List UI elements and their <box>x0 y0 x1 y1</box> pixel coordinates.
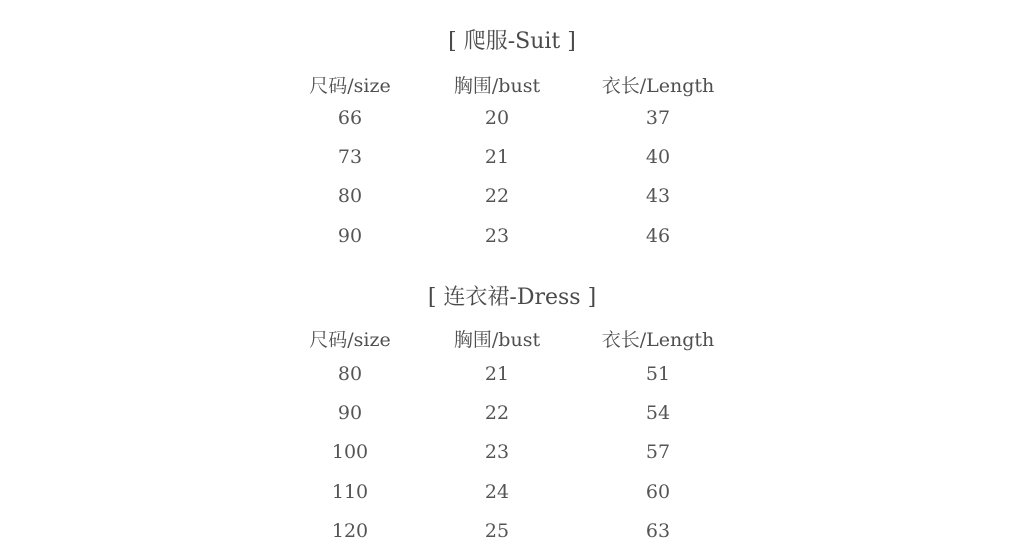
length-cell: 54 <box>645 402 671 424</box>
suit-table-title: [ 爬服-Suit ] <box>448 29 576 54</box>
bust-cell: 23 <box>484 225 510 247</box>
length-cell: 37 <box>645 107 671 129</box>
size-cell: 90 <box>337 402 363 424</box>
length-cell: 60 <box>645 481 671 503</box>
suit-header-row <box>0 71 1024 101</box>
bust-cell: 22 <box>484 185 510 207</box>
bust-cell: 24 <box>484 481 510 503</box>
header-length: 衣长/Length <box>601 75 715 97</box>
size-cell: 80 <box>337 185 363 207</box>
size-cell: 100 <box>331 441 369 463</box>
table-row <box>0 359 1024 389</box>
length-cell: 46 <box>645 225 671 247</box>
table-row <box>0 181 1024 211</box>
dress-header-row <box>0 325 1024 355</box>
header-size: 尺码/size <box>309 75 391 97</box>
dress-table-title: [ 连衣裙-Dress ] <box>427 285 597 310</box>
bust-cell: 20 <box>484 107 510 129</box>
bust-cell: 21 <box>484 363 510 385</box>
length-cell: 40 <box>645 146 671 168</box>
length-cell: 43 <box>645 185 671 207</box>
length-cell: 51 <box>645 363 671 385</box>
bust-cell: 21 <box>484 146 510 168</box>
table-row <box>0 221 1024 251</box>
table-row <box>0 437 1024 467</box>
size-cell: 73 <box>337 146 363 168</box>
header-bust: 胸围/bust <box>453 329 541 351</box>
table-row <box>0 142 1024 172</box>
header-bust: 胸围/bust <box>453 75 541 97</box>
table-row <box>0 398 1024 428</box>
size-cell: 120 <box>331 520 369 542</box>
size-cell: 80 <box>337 363 363 385</box>
header-size: 尺码/size <box>309 329 391 351</box>
bust-cell: 22 <box>484 402 510 424</box>
table-row <box>0 516 1024 546</box>
bust-cell: 25 <box>484 520 510 542</box>
size-cell: 90 <box>337 225 363 247</box>
table-row <box>0 477 1024 507</box>
length-cell: 63 <box>645 520 671 542</box>
size-cell: 66 <box>337 107 363 129</box>
table-row <box>0 103 1024 133</box>
size-cell: 110 <box>331 481 369 503</box>
header-length: 衣长/Length <box>601 329 715 351</box>
bust-cell: 23 <box>484 441 510 463</box>
length-cell: 57 <box>645 441 671 463</box>
